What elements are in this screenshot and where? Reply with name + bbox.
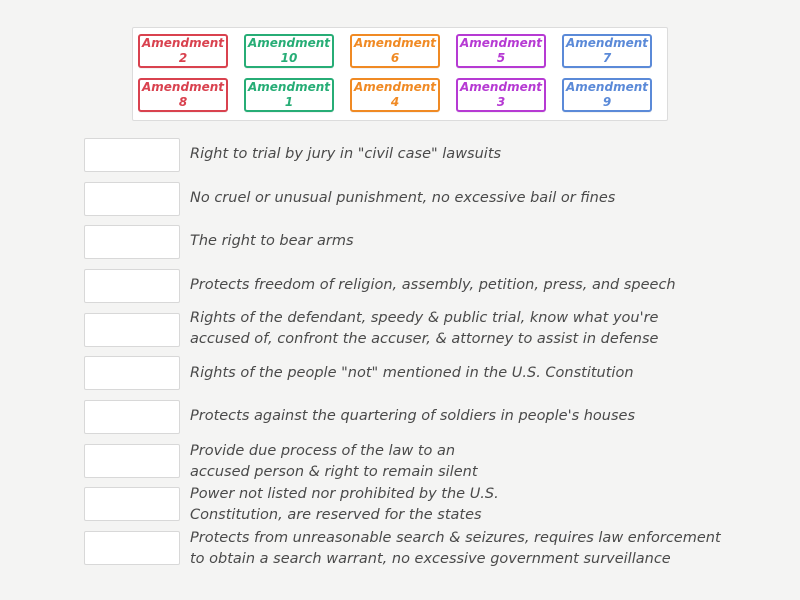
clue-text: Right to trial by jury in "civil case" lawsuits: [190, 146, 502, 162]
clue-text: Power not listed nor prohibited by the U.S. Constitution, are reserved for the states: [190, 486, 499, 523]
drop-slot[interactable]: [84, 225, 180, 259]
drop-slot[interactable]: [84, 531, 180, 565]
answer-tile-tray: [132, 27, 668, 121]
answer-tile[interactable]: Amendment 6: [350, 34, 440, 68]
answer-tile[interactable]: Amendment 1: [244, 78, 334, 112]
answer-tile[interactable]: Amendment 8: [138, 78, 228, 112]
clue-text: Rights of the people "not" mentioned in the U.S. Constitution: [190, 365, 634, 381]
clue-text: Protects freedom of religion, assembly, petition, press, and speech: [190, 277, 676, 293]
clue-text: The right to bear arms: [190, 233, 354, 249]
answer-tile[interactable]: Amendment 2: [138, 34, 228, 68]
answer-tile[interactable]: Amendment 7: [562, 34, 652, 68]
drop-slot[interactable]: [84, 182, 180, 216]
drop-slot[interactable]: [84, 356, 180, 390]
drop-slot[interactable]: [84, 444, 180, 478]
clue-text: No cruel or unusual punishment, no excessive bail or fines: [190, 190, 616, 206]
drop-slot[interactable]: [84, 313, 180, 347]
answer-tile[interactable]: Amendment 9: [562, 78, 652, 112]
drop-slot[interactable]: [84, 400, 180, 434]
drop-slot[interactable]: [84, 138, 180, 172]
answer-tile[interactable]: Amendment 5: [456, 34, 546, 68]
answer-tile[interactable]: Amendment 10: [244, 34, 334, 68]
drop-slot[interactable]: [84, 487, 180, 521]
answer-tile[interactable]: Amendment 3: [456, 78, 546, 112]
drop-slot[interactable]: [84, 269, 180, 303]
clue-text: Rights of the defendant, speedy & public trial, know what you're accused of, confront the accuser, & attorney to assist in defense: [190, 310, 659, 347]
answer-tile[interactable]: Amendment 4: [350, 78, 440, 112]
clue-text: Protects against the quartering of soldiers in people's houses: [190, 408, 636, 424]
clue-text: Protects from unreasonable search & seizures, requires law enforcement to obtain a search warrant, no excessive government surveillance: [190, 530, 721, 567]
clue-text: Provide due process of the law to an accused person & right to remain silent: [190, 443, 478, 480]
